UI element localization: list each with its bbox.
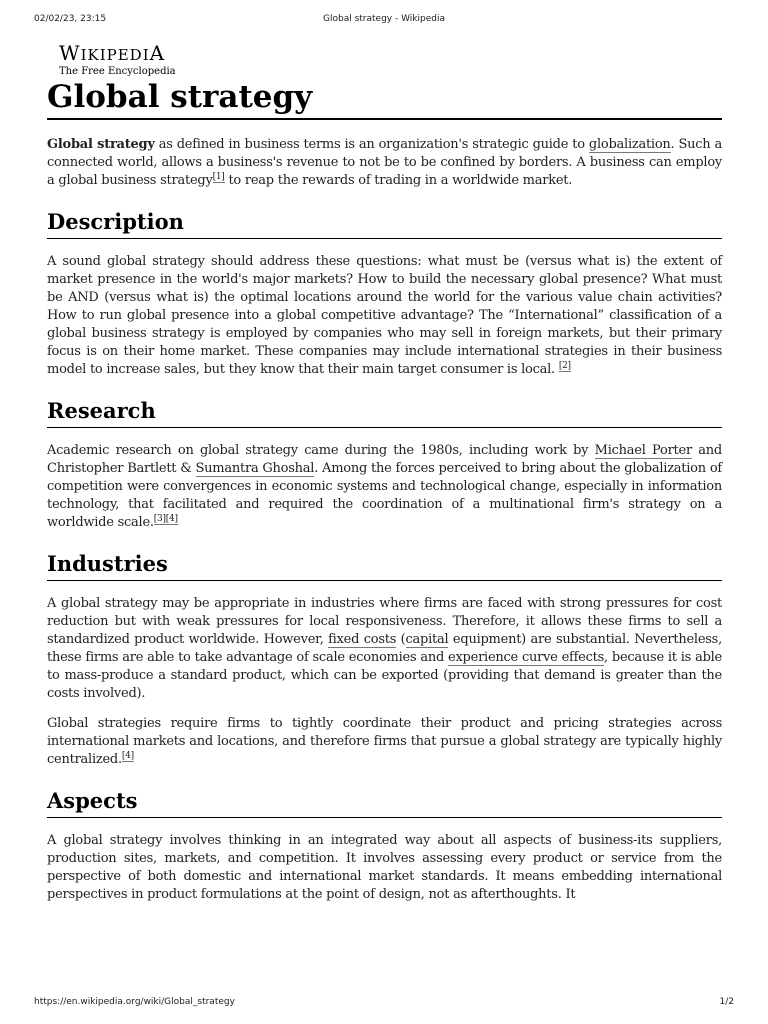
link-fixed-costs[interactable]: fixed costs: [328, 632, 397, 647]
print-page-number: 1/2: [719, 997, 734, 1007]
print-footer: [34, 997, 734, 1011]
citation-4[interactable]: [4]: [165, 513, 178, 524]
wikipedia-wordmark: WIKIPEDIA: [59, 41, 166, 65]
print-page-title: Global strategy - Wikipedia: [323, 14, 445, 24]
print-url: https://en.wikipedia.org/wiki/Global_strategy: [34, 997, 235, 1007]
print-datetime: 02/02/23, 23:15: [34, 14, 107, 24]
link-capital[interactable]: capital: [405, 632, 449, 647]
citation-2[interactable]: [2]: [558, 360, 571, 371]
link-experience-curve-effects[interactable]: experience curve effects: [448, 650, 605, 665]
heading-aspects: Aspects: [47, 787, 722, 818]
wikipedia-logo[interactable]: [59, 42, 722, 78]
industries-paragraph-2: Global strategies require firms to tightly coordinate their product and pricing strategies across international markets and locations, and therefore firms that pursue a global strategy are typically highly centralized.[4]: [47, 716, 722, 767]
intro-bold-term: Global strategy: [47, 137, 155, 152]
link-globalization[interactable]: globalization: [588, 137, 671, 152]
heading-research: Research: [47, 397, 722, 428]
heading-description: Description: [47, 208, 722, 239]
link-michael-porter[interactable]: Michael Porter: [594, 443, 692, 458]
page-title: Global strategy: [47, 78, 722, 120]
article-content: [47, 42, 722, 904]
wikipedia-tagline: The Free Encyclopedia: [59, 66, 176, 77]
print-header: [34, 14, 734, 28]
citation-3[interactable]: [3]: [153, 513, 166, 524]
aspects-paragraph: A global strategy involves thinking in an integrated way about all aspects of business-its suppliers, production sites, markets, and competition. It involves assessing every product or service from the perspective of both domestic and international market standards. It means embedding international perspectives in product formulations at the point of design, not as afterthoughts. It: [47, 833, 722, 902]
intro-paragraph: Global strategy as defined in business terms is an organization's strategic guide to globalization. Such a connected world, allows a business's revenue to not be to be confined by borders. A business can employ a global business strategy[1] to reap the rewards of trading in a worldwide market.: [47, 137, 722, 188]
citation-4-repeat[interactable]: [4]: [121, 750, 134, 761]
industries-paragraph-1: A global strategy may be appropriate in industries where firms are faced with strong pressures for cost reduction but with weak pressures for local responsiveness. Therefore, it allows these firms to sell a standardized product worldwide. However, fixed costs (capital equipment) are substantial. Nevertheless, these firms are able to take advantage of scale economies and experience curve effects, because it is able to mass-produce a standard product, which can be exported (providing that demand is greater than the costs involved).: [47, 596, 722, 701]
research-paragraph: Academic research on global strategy came during the 1980s, including work by Michael Porter and Christopher Bartlett & Sumantra Ghoshal. Among the forces perceived to bring about the globalization of competition were convergences in economic systems and technological change, especially in information technology, that facilitated and required the coordination of a multinational firm's strategy on a worldwide scale.[3][4]: [47, 443, 723, 530]
heading-industries: Industries: [47, 550, 722, 581]
citation-1[interactable]: [1]: [212, 171, 225, 182]
description-paragraph: A sound global strategy should address these questions: what must be (versus what is) the extent of market presence in the world's major markets? How to build the necessary global presence? What must be AND (versus what is) the optimal locations around the world for the various value chain activities? How to run global presence into a global competitive advantage? The “International” classification of a global business strategy is employed by companies who may sell in foreign markets, but their primary focus is on their home market. These companies may include international strategies in their business model to increase sales, but they know that their main target consumer is local. [2]: [47, 254, 722, 377]
link-sumantra-ghoshal[interactable]: Sumantra Ghoshal: [195, 461, 315, 476]
